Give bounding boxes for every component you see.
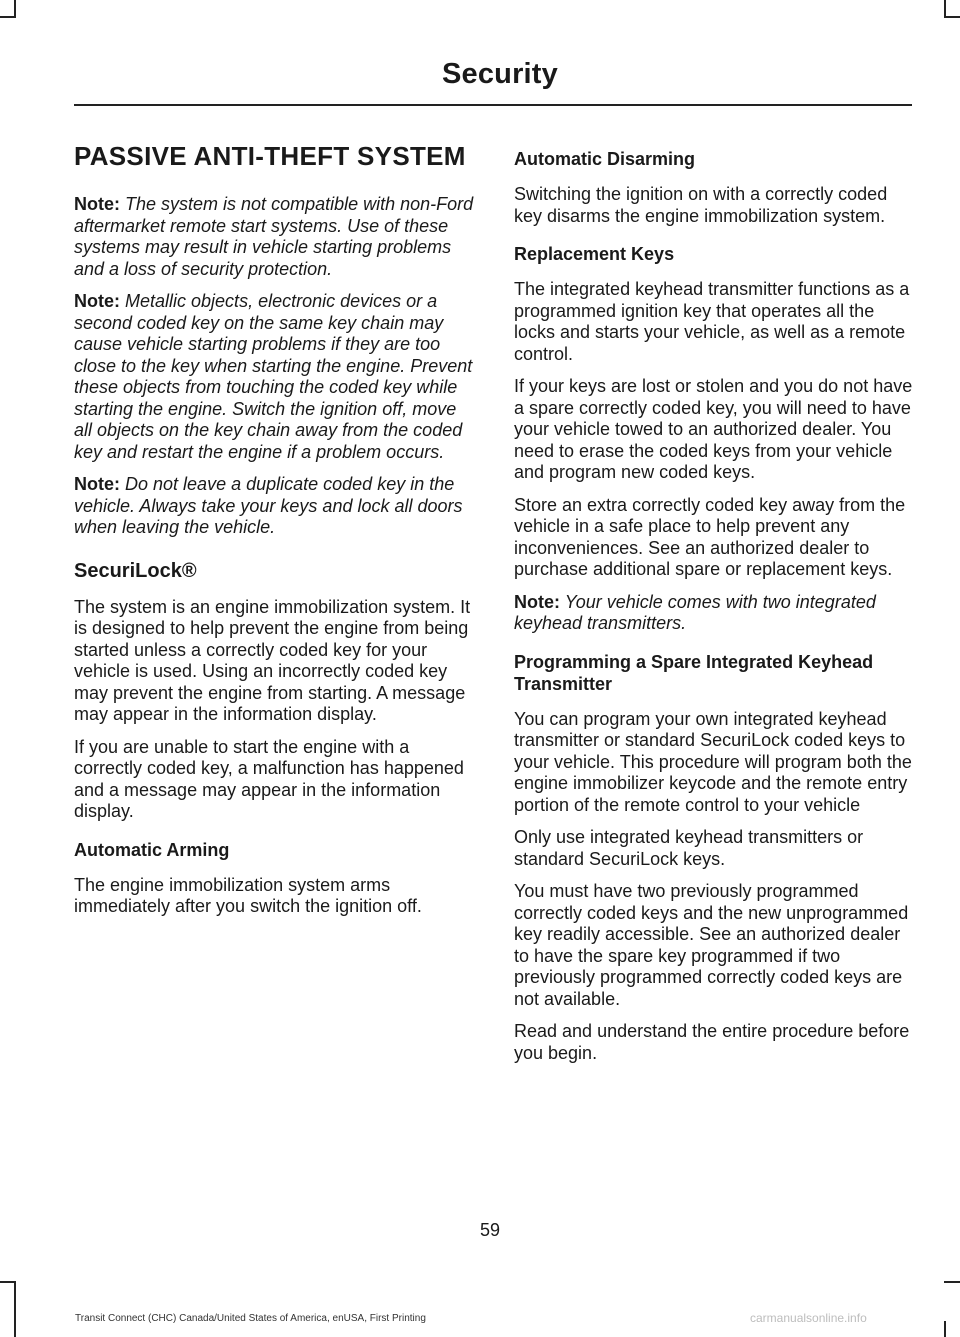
header-divider bbox=[74, 104, 912, 106]
subheading-automatic-disarming: Automatic Disarming bbox=[514, 149, 696, 169]
body-paragraph: You must have two previously programmed correctly coded keys and the new unprogrammed key readily accessible. See an authorized dealer to have the spare key programmed if two previously programmed correctly coded keys are not available. bbox=[514, 881, 909, 1009]
watermark-text: carmanualsonline.info bbox=[750, 1311, 867, 1325]
note-label: Note: bbox=[74, 474, 120, 494]
crop-mark bbox=[944, 1321, 946, 1337]
note-label: Note: bbox=[514, 591, 560, 612]
footer-text: Transit Connect (CHC) Canada/United States of America, enUSA, First Printing bbox=[75, 1313, 426, 1324]
note-label: Note: bbox=[74, 291, 120, 311]
body-paragraph: Only use integrated keyhead transmitters or standard SecuriLock keys. bbox=[514, 827, 864, 869]
crop-mark bbox=[0, 16, 16, 18]
note-paragraph bbox=[514, 592, 914, 635]
subheading-replacement-keys: Replacement Keys bbox=[514, 244, 675, 264]
body-paragraph: Switching the ignition on with a correctly coded key disarms the engine immobilization system. bbox=[514, 184, 888, 226]
note-paragraph bbox=[74, 474, 474, 539]
note-text: Your vehicle comes with two integrated keyhead transmitters. bbox=[514, 591, 876, 633]
page-section-title: Security bbox=[441, 58, 558, 90]
crop-mark bbox=[944, 1281, 960, 1283]
left-column bbox=[74, 140, 474, 929]
body-paragraph: If you are unable to start the engine with a correctly coded key, a malfunction has happened and a message may appear in the information display. bbox=[74, 736, 464, 821]
body-paragraph: Store an extra correctly coded key away from the vehicle in a safe place to help prevent any inconveniences. See an authorized dealer to purchase additional spare or replacement keys. bbox=[514, 494, 906, 579]
crop-mark bbox=[944, 0, 946, 16]
body-paragraph: You can program your own integrated keyhead transmitter or standard SecuriLock coded keys to your vehicle. This procedure will program both the engine immobilizer keycode and the remote entry portion of the remote control to your vehicle bbox=[514, 708, 912, 815]
crop-mark bbox=[14, 1281, 16, 1337]
note-paragraph bbox=[74, 194, 474, 280]
crop-mark bbox=[14, 0, 16, 16]
section-heading-securilock: SecuriLock® bbox=[74, 559, 197, 582]
section-heading-passive-anti-theft: PASSIVE ANTI-THEFT SYSTEM bbox=[74, 141, 466, 171]
subheading-programming-spare-transmitter: Programming a Spare Integrated Keyhead Transmitter bbox=[514, 651, 874, 694]
crop-mark bbox=[944, 16, 960, 18]
body-paragraph: If your keys are lost or stolen and you do not have a spare correctly coded key, you will need to have your vehicle towed to an authorized dealer. You need to erase the coded keys from your vehicle and program new coded keys. bbox=[514, 376, 913, 482]
body-paragraph: Read and understand the entire procedure before you begin. bbox=[514, 1021, 910, 1063]
body-paragraph: The engine immobilization system arms immediately after you switch the ignition off. bbox=[74, 874, 422, 916]
subheading-automatic-arming: Automatic Arming bbox=[74, 839, 230, 860]
note-text: Do not leave a duplicate coded key in the vehicle. Always take your keys and lock all doors when leaving the vehicle. bbox=[74, 474, 463, 537]
body-paragraph: The integrated keyhead transmitter functions as a programmed ignition key that operates all the locks and starts your vehicle, as well as a remote control. bbox=[514, 279, 910, 364]
note-text: The system is not compatible with non-Ford aftermarket remote start systems. Use of these systems may result in vehicle starting problems and a loss of security protection. bbox=[74, 194, 474, 279]
body-paragraph: The system is an engine immobilization system. It is designed to help prevent the engine from being started unless a correctly coded key for your vehicle is used. Using an incorrectly coded key may prevent the engine from starting. A message may appear in the information display. bbox=[74, 596, 471, 724]
note-paragraph bbox=[74, 291, 474, 463]
page-number: 59 bbox=[480, 1220, 501, 1240]
right-column bbox=[514, 140, 914, 1075]
note-text: Metallic objects, electronic devices or a second coded key on the same key chain may cause vehicle starting problems if they are too close to the key when starting the engine. Prevent these objects from touching the coded key while starting the engine. Switch the ignition off, move all objects on the key chain away from the coded key and restart the engine if a problem occurs. bbox=[74, 291, 473, 462]
note-label: Note: bbox=[74, 194, 120, 214]
